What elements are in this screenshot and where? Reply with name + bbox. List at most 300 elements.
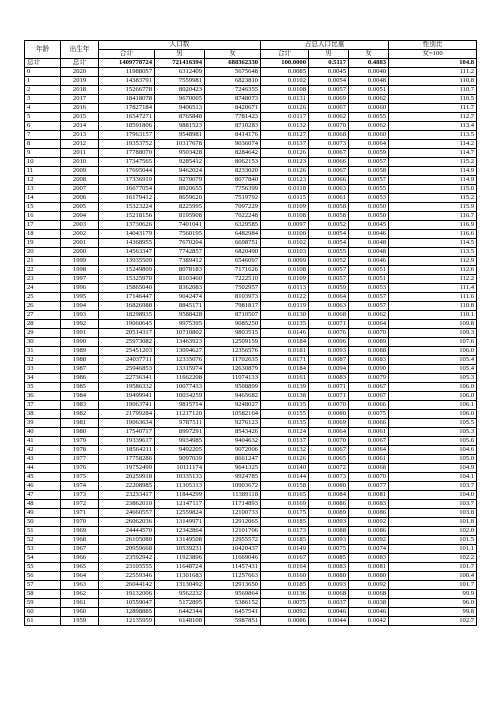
share-male-cell: 0.0058 <box>309 212 349 221</box>
birth-year-cell: 1988 <box>61 356 99 365</box>
share-total-cell: 0.0171 <box>261 356 309 365</box>
share-male-cell: 0.0066 <box>309 176 349 185</box>
share-male-cell: 0.0058 <box>309 203 349 212</box>
share-male-cell: 0.0076 <box>309 329 349 338</box>
share-male-cell: 0.0054 <box>309 230 349 239</box>
population-total-cell: 13730626 <box>99 221 155 230</box>
birth-year-cell: 2013 <box>61 131 99 140</box>
share-male-cell: 0.0087 <box>309 356 349 365</box>
population-header: 人口数 <box>99 41 261 50</box>
table-row <box>25 68 477 77</box>
share-total-cell: 0.0175 <box>261 509 309 518</box>
share-female-cell: 0.0053 <box>349 284 389 293</box>
table-row <box>25 554 477 563</box>
share-female-cell: 0.0057 <box>349 158 389 167</box>
share-total-cell: 0.0185 <box>261 581 309 590</box>
share-female-cell: 0.0067 <box>349 383 389 392</box>
birth-year-cell: 1981 <box>61 419 99 428</box>
share-female-cell: 0.0064 <box>349 446 389 455</box>
age-cell: 58 <box>25 590 61 599</box>
population-male-cell: 6442344 <box>155 608 205 617</box>
population-male-cell: 8225995 <box>155 203 205 212</box>
share-male-cell: 0.0070 <box>309 437 349 446</box>
sex-ratio-cell: 104.8 <box>389 59 477 68</box>
share-female-cell: 0.0080 <box>349 572 389 581</box>
population-male-cell: 9097039 <box>155 455 205 464</box>
sex-ratio-cell: 104.0 <box>389 491 477 500</box>
table-row <box>25 113 477 122</box>
population-total-cell: 22208985 <box>99 482 155 491</box>
birth-year-cell: 2018 <box>61 86 99 95</box>
share-female-cell: 0.0061 <box>349 455 389 464</box>
population-female-cell: 6457541 <box>205 608 261 617</box>
population-female-cell: 8077840 <box>205 176 261 185</box>
sex-ratio-cell: 99.9 <box>389 590 477 599</box>
population-female-cell: 9641325 <box>205 464 261 473</box>
population-male-cell: 8103460 <box>155 275 205 284</box>
share-female-cell: 0.0066 <box>349 401 389 410</box>
share-male-cell: 0.5117 <box>309 59 349 68</box>
share-female-cell: 0.0092 <box>349 581 389 590</box>
population-female-cell: 8062153 <box>205 158 261 167</box>
sex-ratio-cell: 101.7 <box>389 581 477 590</box>
table-row <box>25 239 477 248</box>
share-total-cell: 0.0165 <box>261 491 309 500</box>
share-male-cell: 0.0037 <box>309 599 349 608</box>
population-male-cell: 7389412 <box>155 257 205 266</box>
population-female-cell: 9276123 <box>205 419 261 428</box>
population-male-cell: 9670005 <box>155 95 205 104</box>
population-male-cell: 9492205 <box>155 446 205 455</box>
sex-ratio-cell: 100.4 <box>389 572 477 581</box>
birth-year-cell: 1968 <box>61 536 99 545</box>
population-total-cell: 25946853 <box>99 365 155 374</box>
sex-ratio-cell: 105.3 <box>389 428 477 437</box>
population-female-cell: 12955572 <box>205 536 261 545</box>
share-total-cell: 100.0000 <box>261 59 309 68</box>
table-row <box>25 104 477 113</box>
population-female-cell: 6823810 <box>205 77 261 86</box>
population-total-cell: 17788070 <box>99 149 155 158</box>
population-female-cell: 7171626 <box>205 266 261 275</box>
population-male-cell: 13315974 <box>155 365 205 374</box>
share-female-cell: 0.0057 <box>349 293 389 302</box>
population-female-cell: 12356576 <box>205 347 261 356</box>
share-female-cell: 0.0059 <box>349 149 389 158</box>
table-row <box>25 446 477 455</box>
population-female-cell: 11714893 <box>205 500 261 509</box>
share-total-cell: 0.0138 <box>261 392 309 401</box>
birth-year-cell: 1980 <box>61 428 99 437</box>
age-cell: 22 <box>25 266 61 275</box>
share-male-cell: 0.0064 <box>309 293 349 302</box>
share-male-cell: 0.0073 <box>309 473 349 482</box>
share-female-cell: 0.0074 <box>349 545 389 554</box>
table-row <box>25 257 477 266</box>
sex-ratio-cell: 110.5 <box>389 95 477 104</box>
share-male-cell: 0.0071 <box>309 383 349 392</box>
population-total-cell: 16547271 <box>99 113 155 122</box>
share-female-cell: 0.0057 <box>349 176 389 185</box>
share-total-cell: 0.0123 <box>261 158 309 167</box>
share-female-header: 女 <box>349 50 389 59</box>
population-female-cell: 9248027 <box>205 401 261 410</box>
share-total-cell: 0.0122 <box>261 293 309 302</box>
age-cell: 26 <box>25 302 61 311</box>
table-row <box>25 455 477 464</box>
age-cell: 31 <box>25 347 61 356</box>
birth-year-cell: 1961 <box>61 599 99 608</box>
birth-year-cell: 1983 <box>61 401 99 410</box>
share-male-cell: 0.0057 <box>309 266 349 275</box>
share-male-cell: 0.0068 <box>309 590 349 599</box>
population-female-cell: 7022248 <box>205 212 261 221</box>
population-male-cell: 10710802 <box>155 329 205 338</box>
birth-year-cell: 1964 <box>61 572 99 581</box>
age-cell: 8 <box>25 140 61 149</box>
age-cell: 7 <box>25 131 61 140</box>
birth-year-cell: 1976 <box>61 464 99 473</box>
age-cell: 55 <box>25 563 61 572</box>
population-female-cell: 8414176 <box>205 131 261 140</box>
share-male-cell: 0.0083 <box>309 563 349 572</box>
share-total-cell: 0.0099 <box>261 257 309 266</box>
population-male-cell: 9279079 <box>155 176 205 185</box>
population-total-cell: 24660557 <box>99 509 155 518</box>
age-cell: 53 <box>25 545 61 554</box>
age-cell: 54 <box>25 554 61 563</box>
population-female-cell: 8748073 <box>205 95 261 104</box>
share-male-cell: 0.0084 <box>309 491 349 500</box>
table-row <box>25 320 477 329</box>
age-cell: 24 <box>25 284 61 293</box>
table-row <box>25 437 477 446</box>
age-header: 年龄 <box>25 41 61 59</box>
table-row <box>25 428 477 437</box>
population-total-cell: 17963157 <box>99 131 155 140</box>
table-row <box>25 176 477 185</box>
population-male-cell: 6148108 <box>155 617 205 626</box>
share-female-cell: 0.0061 <box>349 428 389 437</box>
share-female-cell: 0.0055 <box>349 113 389 122</box>
age-cell: 36 <box>25 392 61 401</box>
population-female-cell: 7502957 <box>205 284 261 293</box>
population-total-cell: 20259918 <box>99 473 155 482</box>
share-female-cell: 0.0083 <box>349 500 389 509</box>
population-total-cell: 12135959 <box>99 617 155 626</box>
birth-year-cell: 2017 <box>61 95 99 104</box>
share-female-cell: 0.0081 <box>349 563 389 572</box>
share-total-cell: 0.0144 <box>261 473 309 482</box>
population-male-cell: 9975395 <box>155 320 205 329</box>
share-total-cell: 0.0117 <box>261 113 309 122</box>
age-cell: 61 <box>25 617 61 626</box>
birth-year-cell: 1996 <box>61 284 99 293</box>
population-female-cell: 6698751 <box>205 239 261 248</box>
sex-ratio-cell: 114.9 <box>389 167 477 176</box>
share-male-cell: 0.0089 <box>309 509 349 518</box>
population-female-cell: 10903672 <box>205 482 261 491</box>
sex-ratio-cell: 111.4 <box>389 284 477 293</box>
sex-ratio-cell: 106.0 <box>389 410 477 419</box>
population-total-cell: 19063634 <box>99 419 155 428</box>
population-female-cell: 9404632 <box>205 437 261 446</box>
share-male-cell: 0.0061 <box>309 194 349 203</box>
age-cell: 13 <box>25 185 61 194</box>
population-total-cell: 26105080 <box>99 536 155 545</box>
birth-year-cell: 1972 <box>61 500 99 509</box>
table-row <box>25 410 477 419</box>
sex-ratio-cell: 105.3 <box>389 374 477 383</box>
table-row <box>25 491 477 500</box>
population-female-cell: 10420437 <box>205 545 261 554</box>
table-row <box>25 185 477 194</box>
population-male-cell: 9548981 <box>155 131 205 140</box>
population-male-cell: 8078183 <box>155 266 205 275</box>
population-male-cell: 9462024 <box>155 167 205 176</box>
population-female-cell: 7756399 <box>205 185 261 194</box>
sex-ratio-cell: 116.9 <box>389 221 477 230</box>
share-total-cell: 0.0173 <box>261 527 309 536</box>
population-female-cell: 12509159 <box>205 338 261 347</box>
share-male-cell: 0.0067 <box>309 104 349 113</box>
population-total-cell: 14563347 <box>99 248 155 257</box>
population-female-cell: 10582164 <box>205 410 261 419</box>
population-female-cell: 11257663 <box>205 572 261 581</box>
birth-year-cell: 1962 <box>61 590 99 599</box>
share-male-cell: 0.0073 <box>309 140 349 149</box>
share-total-cell: 0.0108 <box>261 212 309 221</box>
population-total-cell: 19353752 <box>99 140 155 149</box>
population-total-cell: 26062036 <box>99 518 155 527</box>
birth-year-cell: 1990 <box>61 338 99 347</box>
birth-year-cell: 2010 <box>61 158 99 167</box>
share-male-cell: 0.0068 <box>309 131 349 140</box>
population-female-cell: 8543426 <box>205 428 261 437</box>
share-male-cell: 0.0067 <box>309 149 349 158</box>
share-male-cell: 0.0075 <box>309 545 349 554</box>
birth-year-cell: 1993 <box>61 311 99 320</box>
population-total-cell: 15266778 <box>99 86 155 95</box>
share-female-cell: 0.0055 <box>349 185 389 194</box>
sex-ratio-cell: 113.5 <box>389 248 477 257</box>
population-total-cell: 22736341 <box>99 374 155 383</box>
share-female-cell: 0.0081 <box>349 491 389 500</box>
sex-ratio-cell: 114.7 <box>389 149 477 158</box>
share-male-cell: 0.0063 <box>309 302 349 311</box>
age-cell: 59 <box>25 599 61 608</box>
share-male-cell: 0.0054 <box>309 77 349 86</box>
birth-year-cell: 1974 <box>61 482 99 491</box>
table-row <box>25 527 477 536</box>
share-male-cell: 0.0080 <box>309 482 349 491</box>
population-male-cell: 8765848 <box>155 113 205 122</box>
population-female-cell: 11389118 <box>205 491 261 500</box>
population-male-cell: 7401041 <box>155 221 205 230</box>
share-female-cell: 0.0042 <box>349 617 389 626</box>
sex-ratio-cell: 111.7 <box>389 104 477 113</box>
population-male-cell: 9503428 <box>155 149 205 158</box>
table-row <box>25 383 477 392</box>
share-total-cell: 0.0169 <box>261 500 309 509</box>
population-male-cell: 9815714 <box>155 401 205 410</box>
share-total-cell: 0.0109 <box>261 203 309 212</box>
age-cell: 3 <box>25 95 61 104</box>
table-row <box>25 203 477 212</box>
age-cell: 15 <box>25 203 61 212</box>
birth-year-cell: 1967 <box>61 545 99 554</box>
share-male-cell: 0.0093 <box>309 347 349 356</box>
population-total-cell: 19132006 <box>99 590 155 599</box>
population-male-cell: 11923896 <box>155 554 205 563</box>
population-total-cell: 19060645 <box>99 320 155 329</box>
share-male-cell: 0.0046 <box>309 608 349 617</box>
table-row <box>25 419 477 428</box>
table-row <box>25 581 477 590</box>
share-male-cell: 0.0070 <box>309 122 349 131</box>
share-female-cell: 0.0046 <box>349 230 389 239</box>
birth-year-cell: 2009 <box>61 167 99 176</box>
population-female-cell: 9085250 <box>205 320 261 329</box>
age-cell: 52 <box>25 536 61 545</box>
population-female-cell: 8710283 <box>205 122 261 131</box>
birth-year-cell: 1987 <box>61 365 99 374</box>
share-male-cell: 0.0067 <box>309 446 349 455</box>
population-total-cell: 14043179 <box>99 230 155 239</box>
population-male-cell: 10317678 <box>155 140 205 149</box>
sex-ratio-cell: 110.8 <box>389 302 477 311</box>
population-female-cell: 688362330 <box>205 59 261 68</box>
share-total-cell: 0.0136 <box>261 590 309 599</box>
age-cell: 38 <box>25 410 61 419</box>
share-header: 占总人口比重 <box>261 41 389 50</box>
population-total-cell: 1409778724 <box>99 59 155 68</box>
table-row <box>25 500 477 509</box>
birth-year-cell: 2007 <box>61 185 99 194</box>
population-male-cell: 9934985 <box>155 437 205 446</box>
age-cell: 16 <box>25 212 61 221</box>
age-cell: 10 <box>25 158 61 167</box>
share-male-cell: 0.0067 <box>309 167 349 176</box>
table-row <box>25 356 477 365</box>
population-female-header: 女 <box>205 50 261 59</box>
population-male-cell: 8362083 <box>155 284 205 293</box>
population-total-cell: 12898885 <box>99 608 155 617</box>
table-row <box>25 284 477 293</box>
sex-ratio-cell: 112.6 <box>389 266 477 275</box>
age-cell: 20 <box>25 248 61 257</box>
share-female-cell: 0.0048 <box>349 239 389 248</box>
population-male-cell: 11305313 <box>155 482 205 491</box>
share-female-cell: 0.0083 <box>349 356 389 365</box>
share-total-cell: 0.0085 <box>261 68 309 77</box>
table-row <box>25 329 477 338</box>
population-total-cell: 23233417 <box>99 491 155 500</box>
age-cell: 0 <box>25 68 61 77</box>
age-cell: 40 <box>25 428 61 437</box>
population-female-cell: 9036074 <box>205 140 261 149</box>
share-female-cell: 0.0086 <box>349 527 389 536</box>
share-female-cell: 0.0088 <box>349 347 389 356</box>
share-female-cell: 0.0064 <box>349 140 389 149</box>
population-total-cell: 19752499 <box>99 464 155 473</box>
sex-ratio-cell: 112.7 <box>389 113 477 122</box>
sex-ratio-cell: 106.0 <box>389 383 477 392</box>
table-row <box>25 167 477 176</box>
share-total-cell: 0.0137 <box>261 140 309 149</box>
sex-ratio-cell: 113.5 <box>389 131 477 140</box>
age-cell: 23 <box>25 275 61 284</box>
population-male-cell: 721416394 <box>155 59 205 68</box>
sex-ratio-cell: 104.9 <box>389 464 477 473</box>
table-row <box>25 266 477 275</box>
age-cell: 28 <box>25 320 61 329</box>
sex-ratio-cell: 102.0 <box>389 527 477 536</box>
population-male-cell: 8195908 <box>155 212 205 221</box>
sex-ratio-cell: 99.8 <box>389 608 477 617</box>
share-female-cell: 0.0057 <box>349 302 389 311</box>
population-total-cell: 19339617 <box>99 437 155 446</box>
share-total-cell: 0.0086 <box>261 617 309 626</box>
population-female-cell: 5675648 <box>205 68 261 77</box>
share-female-cell: 0.0060 <box>349 131 389 140</box>
sex-ratio-cell: 106.1 <box>389 401 477 410</box>
share-total-cell: 0.0135 <box>261 419 309 428</box>
sex-ratio-cell: 107.6 <box>389 338 477 347</box>
share-total-cell: 0.0100 <box>261 230 309 239</box>
population-female-cell: 7519792 <box>205 194 261 203</box>
share-male-cell: 0.0044 <box>309 617 349 626</box>
population-total-cell: 26044142 <box>99 581 155 590</box>
population-male-cell: 9881523 <box>155 122 205 131</box>
birth-year-cell: 1965 <box>61 563 99 572</box>
birth-year-cell: 1998 <box>61 266 99 275</box>
population-male-cell: 8845171 <box>155 302 205 311</box>
share-female-cell: 0.0050 <box>349 203 389 212</box>
table-row <box>25 221 477 230</box>
share-male-cell: 0.0070 <box>309 401 349 410</box>
age-cell: 43 <box>25 455 61 464</box>
birth-year-cell: 1986 <box>61 374 99 383</box>
share-male-cell: 0.0064 <box>309 428 349 437</box>
birth-year-cell: 1985 <box>61 383 99 392</box>
share-total-cell: 0.0132 <box>261 446 309 455</box>
population-male-cell: 9562232 <box>155 590 205 599</box>
age-cell: 33 <box>25 365 61 374</box>
sex-ratio-cell: 116.7 <box>389 212 477 221</box>
birth-year-cell: 1977 <box>61 455 99 464</box>
share-female-cell: 0.0058 <box>349 167 389 176</box>
population-female-cell: 6820490 <box>205 248 261 257</box>
table-row <box>25 311 477 320</box>
population-male-cell: 7559981 <box>155 77 205 86</box>
age-cell: 总计 <box>25 59 61 68</box>
share-total-cell: 0.0160 <box>261 572 309 581</box>
sex-ratio-cell: 115.9 <box>389 203 477 212</box>
population-total-cell: 20514317 <box>99 329 155 338</box>
population-total-cell: 17827184 <box>99 104 155 113</box>
sex-ratio-cell: 101.7 <box>389 563 477 572</box>
share-female-cell: 0.0077 <box>349 482 389 491</box>
population-female-cell: 8420671 <box>205 104 261 113</box>
sex-ratio-cell: 96.0 <box>389 599 477 608</box>
share-female-cell: 0.0051 <box>349 275 389 284</box>
share-female-cell: 0.0062 <box>349 122 389 131</box>
share-male-header: 男 <box>309 50 349 59</box>
share-male-cell: 0.0065 <box>309 455 349 464</box>
population-male-cell: 10077433 <box>155 383 205 392</box>
table-row <box>25 95 477 104</box>
